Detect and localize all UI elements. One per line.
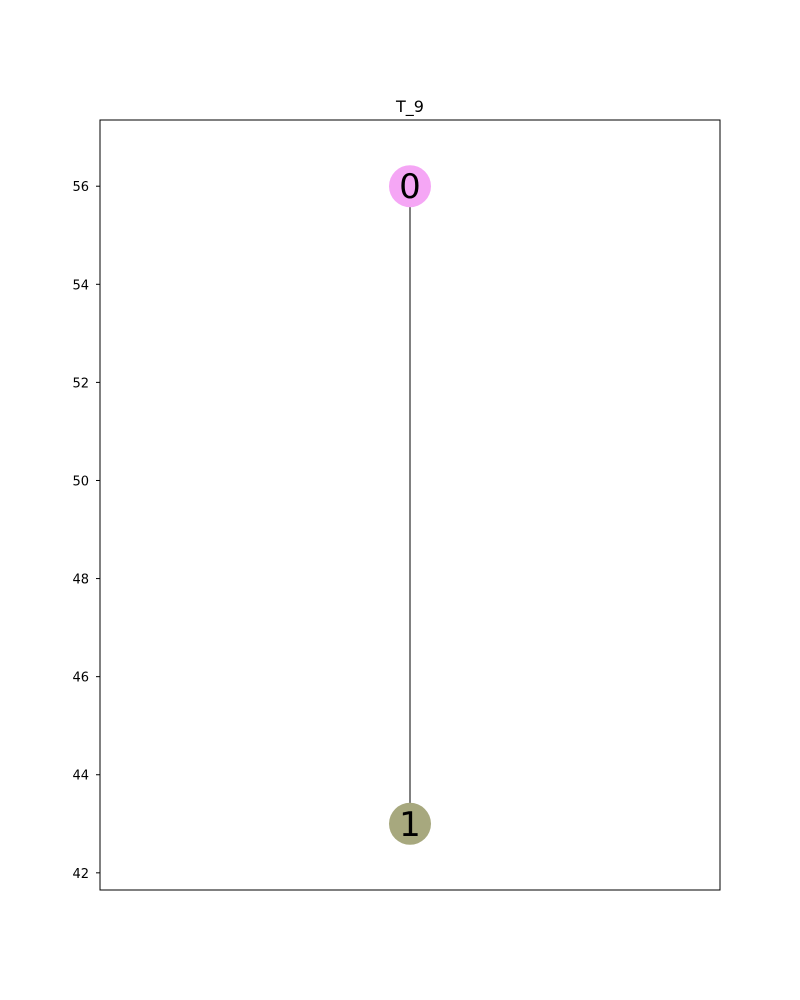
y-axis [72,180,100,882]
y-tick-label: 50 [72,474,89,490]
y-tick-label: 52 [72,376,89,392]
y-tick-label: 44 [72,768,89,784]
y-tick-label: 48 [72,572,89,588]
y-tick-label: 46 [72,670,89,686]
y-tick-label: 54 [72,278,89,294]
node-label: 1 [399,804,421,845]
node-1 [389,803,431,845]
y-tick-label: 56 [72,180,89,196]
node-0 [389,165,431,207]
chart-title: T_9 [396,97,424,116]
node-label: 0 [399,167,421,208]
y-tick-label: 42 [72,866,89,882]
